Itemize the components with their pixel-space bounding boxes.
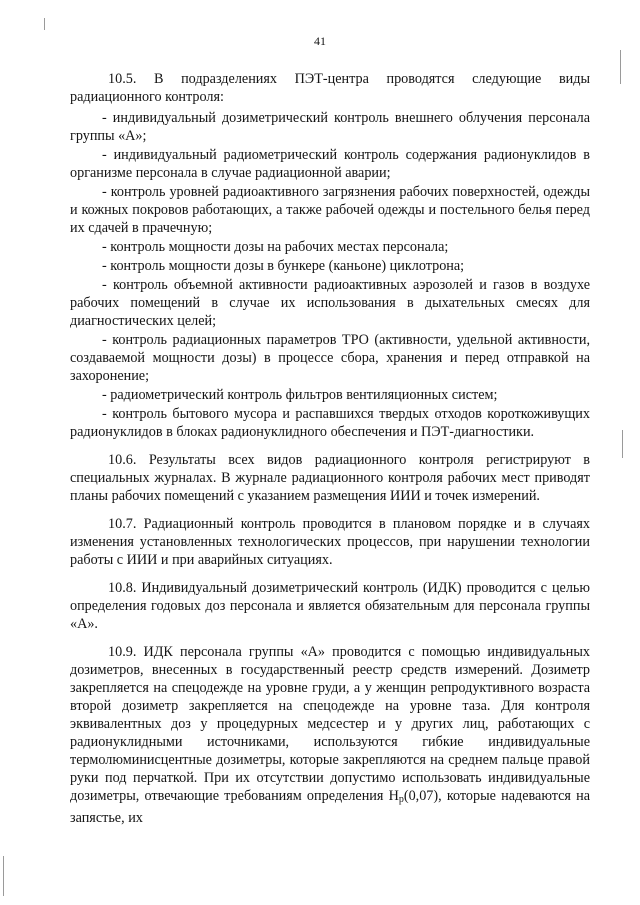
list-item: - контроль радиационных параметров ТРО (активности, удельной активности, создаваемой мощности дозы) в процессе сбора, хранения и перед отправкой на захоронение;	[70, 332, 590, 384]
paragraph-10-9	[70, 643, 590, 827]
list-item: - контроль уровней радиоактивного загрязнения рабочих поверхностей, одежды и кожных покровов работающих, а также рабочей одежды и постельного белья перед их сдачей в прачечную;	[70, 184, 590, 236]
list-item: - индивидуальный дозиметрический контроль внешнего облучения персонала группы «А»;	[70, 110, 590, 144]
paragraph-10-8: 10.8. Индивидуальный дозиметрический контроль (ИДК) проводится с целью определения годовых доз персонала и является обязательным для персонала группы «А».	[70, 580, 590, 632]
paragraph-10-6: 10.6. Результаты всех видов радиационного контроля регистрируют в специальных журналах. В журнале радиационного контроля рабочих мест приводят планы рабочих помещений с указанием размещения ИИИ и точек измерений.	[70, 452, 590, 504]
scan-artifact	[44, 18, 45, 30]
scan-artifact	[3, 856, 4, 896]
list-item: - контроль объемной активности радиоактивных аэрозолей и газов в воздухе рабочих помещений в случае их использования в дыхательных смесях для диагностических целей;	[70, 277, 590, 329]
paragraph-10-5: 10.5. В подразделениях ПЭТ-центра проводятся следующие виды радиационного контроля:	[70, 71, 590, 105]
paragraph-10-9-text-end: (0,07), которые надеваются на запястье, их	[70, 788, 590, 826]
list-item: - индивидуальный радиометрический контроль содержания радионуклидов в организме персонала в случае радиационной аварии;	[70, 147, 590, 181]
paragraph-10-9-text: 10.9. ИДК персонала группы «А» проводится с помощью индивидуальных дозиметров, внесенных в государственный реестр средств измерений. Дозиметр закрепляется на спецодежде на уровне груди, а у женщин репродуктивного возраста второй дозиметр закрепляется на спецодежде на уровне таза. Для контроля эквивалентных доз у процедурных медсестер и у других лиц, работающих с радионуклидными источниками, используются гибкие индивидуальные термолюминисцентные дозиметры, которые закрепляются на среднем пальце правой руки под перчаткой. При их отсутствии допустимо использовать индивидуальные дозиметры, отвечающие требованиям определения H	[70, 644, 590, 804]
scan-artifact	[620, 50, 621, 84]
list-item: - контроль мощности дозы в бункере (каньоне) циклотрона;	[102, 258, 465, 274]
list-item: - контроль бытового мусора и распавшихся твердых отходов короткоживущих радионуклидов в блоках радионуклидного обеспечения и ПЭТ-диагностики.	[70, 406, 590, 440]
page-number: 41	[314, 34, 326, 48]
list-item: - контроль мощности дозы на рабочих местах персонала;	[102, 239, 449, 255]
list-item: - радиометрический контроль фильтров вентиляционных систем;	[102, 387, 498, 403]
paragraph-10-7: 10.7. Радиационный контроль проводится в плановом порядке и в случаях изменения установленных технологических процессов, при нарушении технологии работы с ИИИ и при аварийных ситуациях.	[70, 516, 590, 568]
scan-artifact	[622, 430, 623, 458]
document-body	[70, 70, 590, 830]
subscript-p: p	[398, 794, 404, 805]
